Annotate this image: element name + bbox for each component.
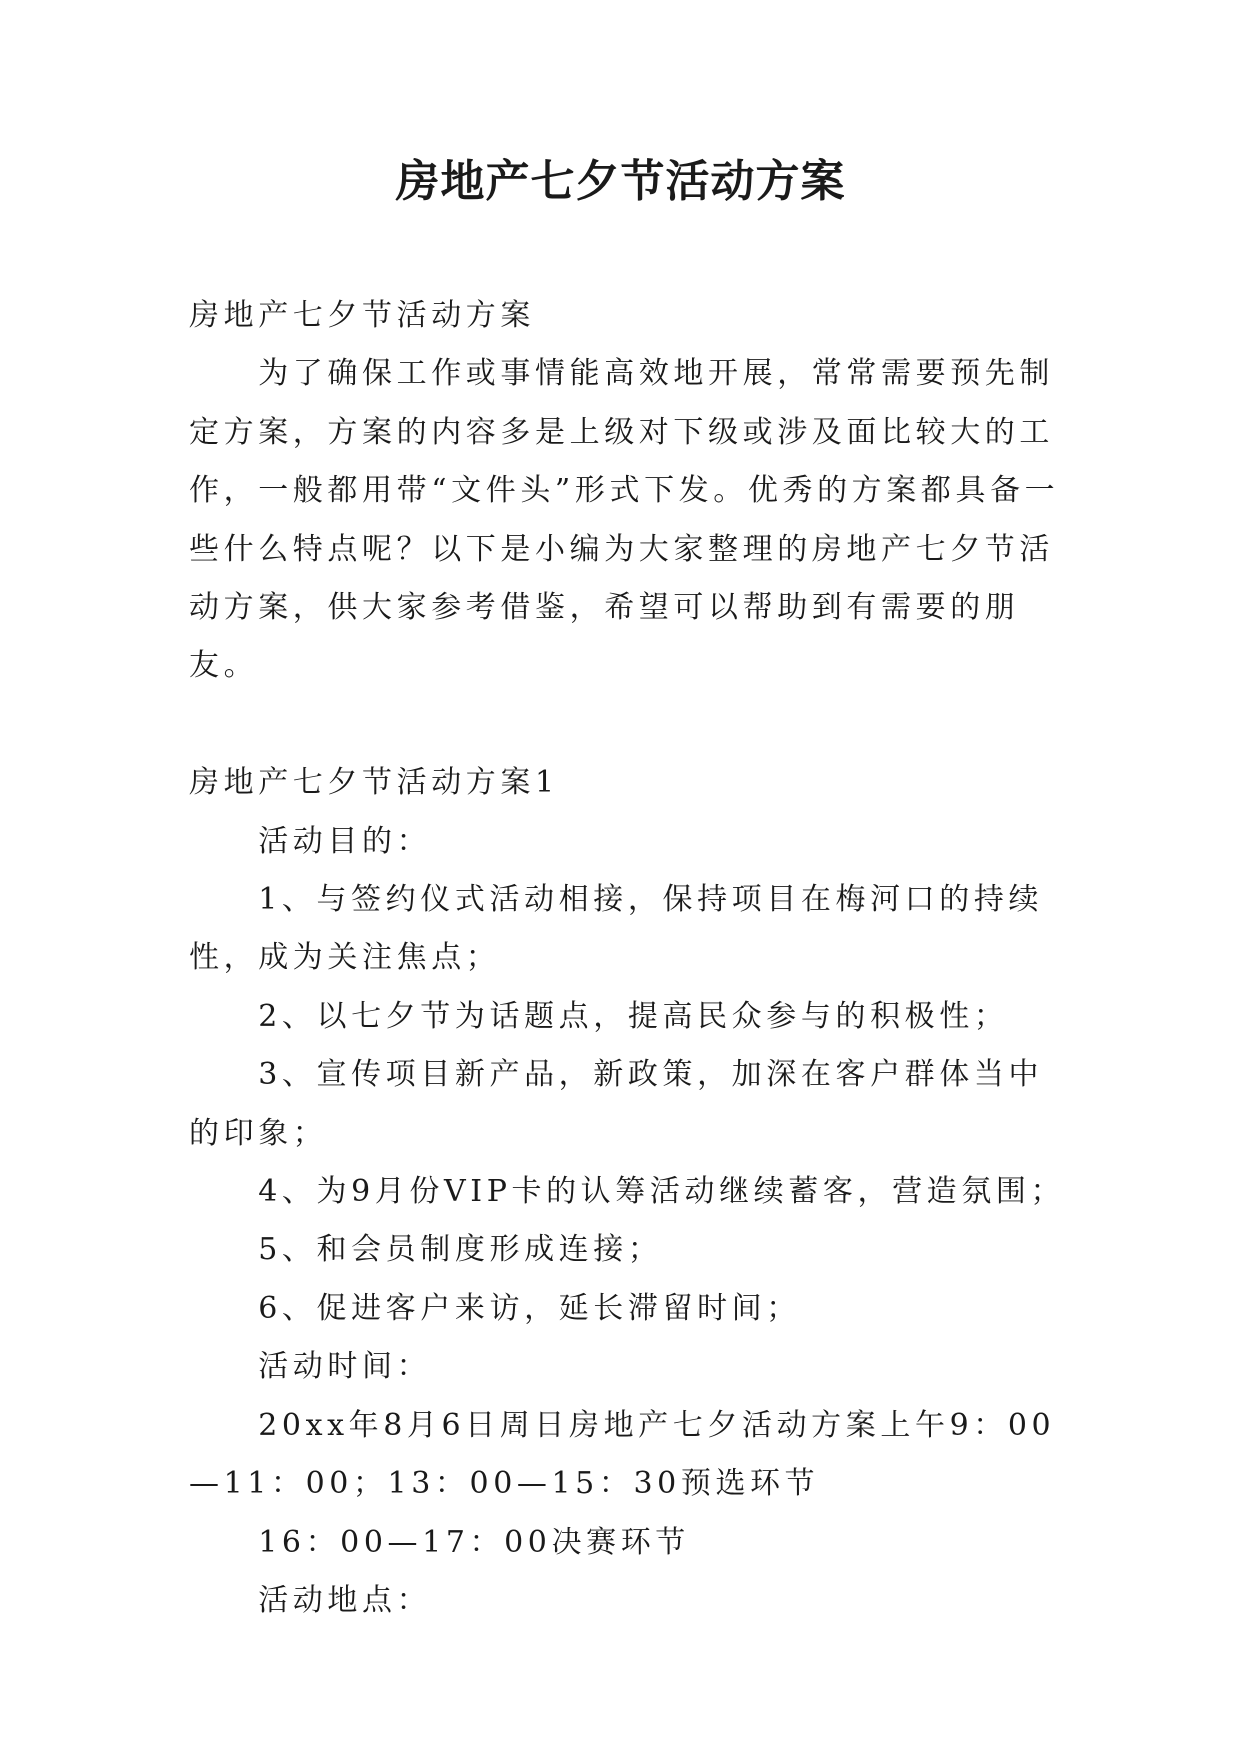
- intro-paragraph: 为了确保工作或事情能高效地开展，常常需要预先制定方案，方案的内容多是上级对下级或涉及面比较大的工作，一般都用带“文件头”形式下发。优秀的方案都具备一些什么特点呢？以下是小编为大家整理的房地产七夕节活动方案，供大家参考借鉴，希望可以帮助到有需要的朋友。: [189, 356, 1060, 684]
- goal-label: 活动目的：: [189, 823, 432, 859]
- document-subtitle: 房地产七夕节活动方案: [189, 298, 535, 333]
- time-line: 20xx年8月6日周日房地产七夕活动方案上午9：00—11：00；13：00—15：30预选环节: [189, 1407, 1056, 1502]
- section-heading: 房地产七夕节活动方案1: [189, 765, 559, 801]
- goal-item: 6、促进客户来访，延长滞留时间；: [189, 1290, 801, 1326]
- paragraph-gap: [189, 696, 1069, 754]
- goal-item: 4、为9月份VIP卡的认筹活动继续蓄客，营造氛围；: [189, 1174, 1066, 1210]
- document-title: 房地产七夕节活动方案: [395, 156, 846, 207]
- time-line: 16：00—17：00决赛环节: [189, 1524, 690, 1560]
- goal-item: 3、宣传项目新产品，新政策，加深在客户群体当中的印象；: [189, 1057, 1044, 1151]
- place-label: 活动地点：: [189, 1582, 432, 1618]
- time-label: 活动时间：: [189, 1349, 432, 1385]
- goal-item: 2、以七夕节为话题点，提高民众参与的积极性；: [189, 998, 1009, 1034]
- document-body: [189, 287, 1069, 1630]
- goal-item: 5、和会员制度形成连接；: [189, 1232, 663, 1268]
- goal-item: 1、与签约仪式活动相接，保持项目在梅河口的持续性，成为关注焦点；: [189, 882, 1044, 976]
